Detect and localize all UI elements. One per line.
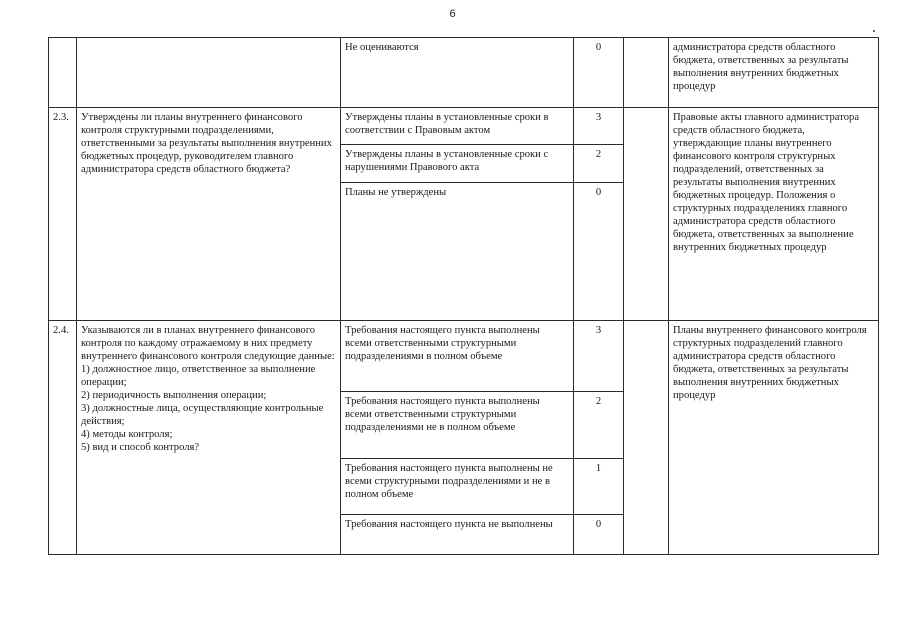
question-line: 1) должностное лицо, ответственное за выполнение операции; bbox=[81, 364, 316, 388]
extra-cell bbox=[624, 38, 669, 108]
option-text: Утверждены планы в установленные сроки в соответствии с Правовым актом bbox=[341, 108, 574, 145]
option-score: 3 bbox=[574, 321, 624, 392]
basis-cell: администратора средств областного бюджета, ответственных за результаты выполнения внутренних бюджетных процедур bbox=[669, 38, 879, 108]
option-score: 1 bbox=[574, 459, 624, 515]
option-score: 0 bbox=[574, 38, 624, 108]
row-number bbox=[49, 38, 77, 108]
row-number: 2.3. bbox=[49, 108, 77, 321]
option-text: Планы не утверждены bbox=[341, 183, 574, 321]
question-cell: Утверждены ли планы внутреннего финансового контроля структурными подразделениями, ответственными за результаты выполнения внутренних бюджетных процедур, руководителем главного администратора средств областного бюджета? bbox=[77, 108, 341, 321]
question-cell bbox=[77, 38, 341, 108]
question-line: 5) вид и способ контроля? bbox=[81, 442, 200, 453]
table-row bbox=[49, 321, 879, 392]
option-text: Требования настоящего пункта выполнены всеми ответственными структурными подразделениями в полном объеме bbox=[341, 321, 574, 392]
option-text: Требования настоящего пункта не выполнены bbox=[341, 515, 574, 555]
option-text: Требования настоящего пункта выполнены всеми ответственными структурными подразделениями не в полном объеме bbox=[341, 392, 574, 459]
scan-speck bbox=[873, 30, 875, 32]
question-cell bbox=[77, 321, 341, 555]
option-text: Утверждены планы в установленные сроки с нарушениями Правового акта bbox=[341, 145, 574, 183]
row-number: 2.4. bbox=[49, 321, 77, 555]
extra-cell bbox=[624, 321, 669, 555]
table-row bbox=[49, 38, 879, 108]
criteria-table bbox=[48, 37, 879, 555]
question-line: 4) методы контроля; bbox=[81, 429, 173, 440]
option-text: Требования настоящего пункта выполнены не всеми структурными подразделениями и не в полном объеме bbox=[341, 459, 574, 515]
option-score: 2 bbox=[574, 145, 624, 183]
option-score: 0 bbox=[574, 515, 624, 555]
basis-cell: Правовые акты главного администратора средств областного бюджета, утверждающие планы внутреннего финансового контроля структурных подразделений, ответственных за результаты выполнения внутренних бюджетных процедур. Положения о структурных подразделениях главного администратора средств областного бюджета, ответственных за выполнение внутренних бюджетных процедур bbox=[669, 108, 879, 321]
extra-cell bbox=[624, 108, 669, 321]
question-line: 2) периодичность выполнения операции; bbox=[81, 390, 267, 401]
option-text: Не оцениваются bbox=[341, 38, 574, 108]
page-number: 6 bbox=[449, 8, 456, 20]
question-line: Указываются ли в планах внутреннего финансового контроля по каждому отражаемому в них предмету внутреннего финансового контроля следующие данные: bbox=[81, 325, 335, 362]
option-score: 0 bbox=[574, 183, 624, 321]
option-score: 2 bbox=[574, 392, 624, 459]
basis-cell: Планы внутреннего финансового контроля структурных подразделений главного администратора средств областного бюджета, ответственных за результаты выполнения внутренних бюджетных процедур bbox=[669, 321, 879, 555]
option-score: 3 bbox=[574, 108, 624, 145]
table-row bbox=[49, 108, 879, 145]
question-line: 3) должностные лица, осуществляющие контрольные действия; bbox=[81, 403, 324, 427]
